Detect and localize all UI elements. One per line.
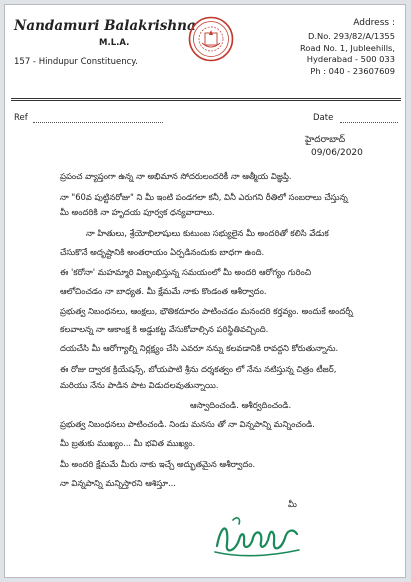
body-line: ఆలోచించడం నా బాధ్యత. మీ క్షేమమే నాకు కొండంత ఆశీర్వాదం.	[60, 286, 267, 296]
body-line: నా హితులు, శ్రేయోభిలాషులు కుటుంబ సభ్యులైన మీ అందరితో కలిసి వేడుక	[86, 228, 329, 238]
handwritten-signature	[211, 514, 303, 558]
body-line: చేసుకొనే అదృష్టానికి అంతరాయం ఏర్పడినందుకు బాధగా ఉంది.	[60, 247, 265, 257]
letter-city: హైదరాబాద్	[305, 135, 346, 145]
body-line: ప్రభుత్వ నిబంధనలు, ఆంక్షలు, భౌతికదూరం పాటించడం మనందరి కర్తవ్యం. అందుకే అందర్నీ	[60, 306, 353, 316]
letterhead-name: Nandamuri Balakrishna	[14, 18, 196, 34]
header-divider	[11, 98, 401, 99]
date-label: Date	[313, 113, 334, 123]
body-line: మీ అందరికి నా హృదయ పూర్వక ధన్యవాదాలు.	[60, 207, 215, 217]
phone-line: Ph : 040 - 23607609	[310, 65, 395, 76]
body-line: మరియు నేను పాడిన పాట విడుదలవుతున్నాయి.	[60, 380, 219, 390]
header-divider	[11, 100, 401, 101]
letterhead-title: M.L.A.	[99, 38, 130, 48]
ref-label: Ref	[14, 113, 28, 123]
body-line: నా విన్నపాన్ని మన్నిస్తారని ఆశిస్తూ...	[60, 478, 176, 488]
body-line: ఆస్వాదించండి. ఆశీర్వదించండి.	[190, 400, 292, 410]
letterhead-constituency: 157 - Hindupur Constituency.	[14, 57, 138, 67]
body-line: నా "60వ పుట్టినరోజు" ని మీ ఇంటి పండగలా కనీ, వినీ ఎరుగని రీతిలో సంబరాలు చేస్తున్న	[60, 192, 348, 202]
address-heading: Address :	[353, 18, 395, 28]
body-line: మీ అందరి క్షేమమే మీరు నాకు ఇచ్చే అద్భుతమైన ఆశీర్వాదం.	[60, 459, 256, 469]
body-line: దయచేసి మీ ఆరోగ్యాల్ని నిర్లక్ష్యం చేసి ఎవరూ నన్ను కలవడానికి రావద్దని కోరుతున్నాను.	[60, 343, 339, 353]
address-line: Road No. 1, Jubleehills,	[299, 42, 395, 53]
body-line: ప్రపంచ వ్యాప్తంగా ఉన్న నా అభిమాన సోదరులందరికీ నా ఆత్మీయ విజ్ఞప్తి.	[60, 171, 292, 181]
body-line: ఈ 'కరోనా' మహమ్మారి విజృంభిస్తున్న సమయంలో మీ అందరి ఆరోగ్యం గురించి	[60, 267, 312, 277]
assembly-emblem-icon	[188, 16, 234, 62]
closing-line: మీ	[288, 499, 297, 509]
letter-date: 09/06/2020	[311, 148, 363, 158]
body-line: మీ బ్రతుకు ముఖ్యం... మీ భవిత ముఖ్యం.	[60, 438, 196, 448]
address-line: D.No. 293/82/A/1355	[307, 31, 395, 42]
body-line: కలవాలన్న నా ఆకాంక్ష కి అడ్డుకట్ట వేసుకోవాల్సిన పరిస్థితివచ్చింది.	[60, 324, 269, 334]
body-line: ప్రభుత్వ నిబంధనలు పాటించండి. నిండు మనసు తో నా విన్నపాన్ని మన్నించండి.	[60, 419, 315, 429]
ref-dotted-line	[33, 122, 163, 123]
body-line: ఈ రోజు ద్వారక క్రియేషన్స్, బోయపాటి శ్రీను దర్శకత్వం లో నేను నటిస్తున్న చిత్రం టీజర్,	[60, 364, 337, 374]
address-line: Hyderabad - 500 033	[306, 54, 395, 65]
letterhead-address	[267, 18, 395, 77]
letter-sheet	[4, 4, 406, 578]
date-dotted-line	[340, 122, 398, 123]
